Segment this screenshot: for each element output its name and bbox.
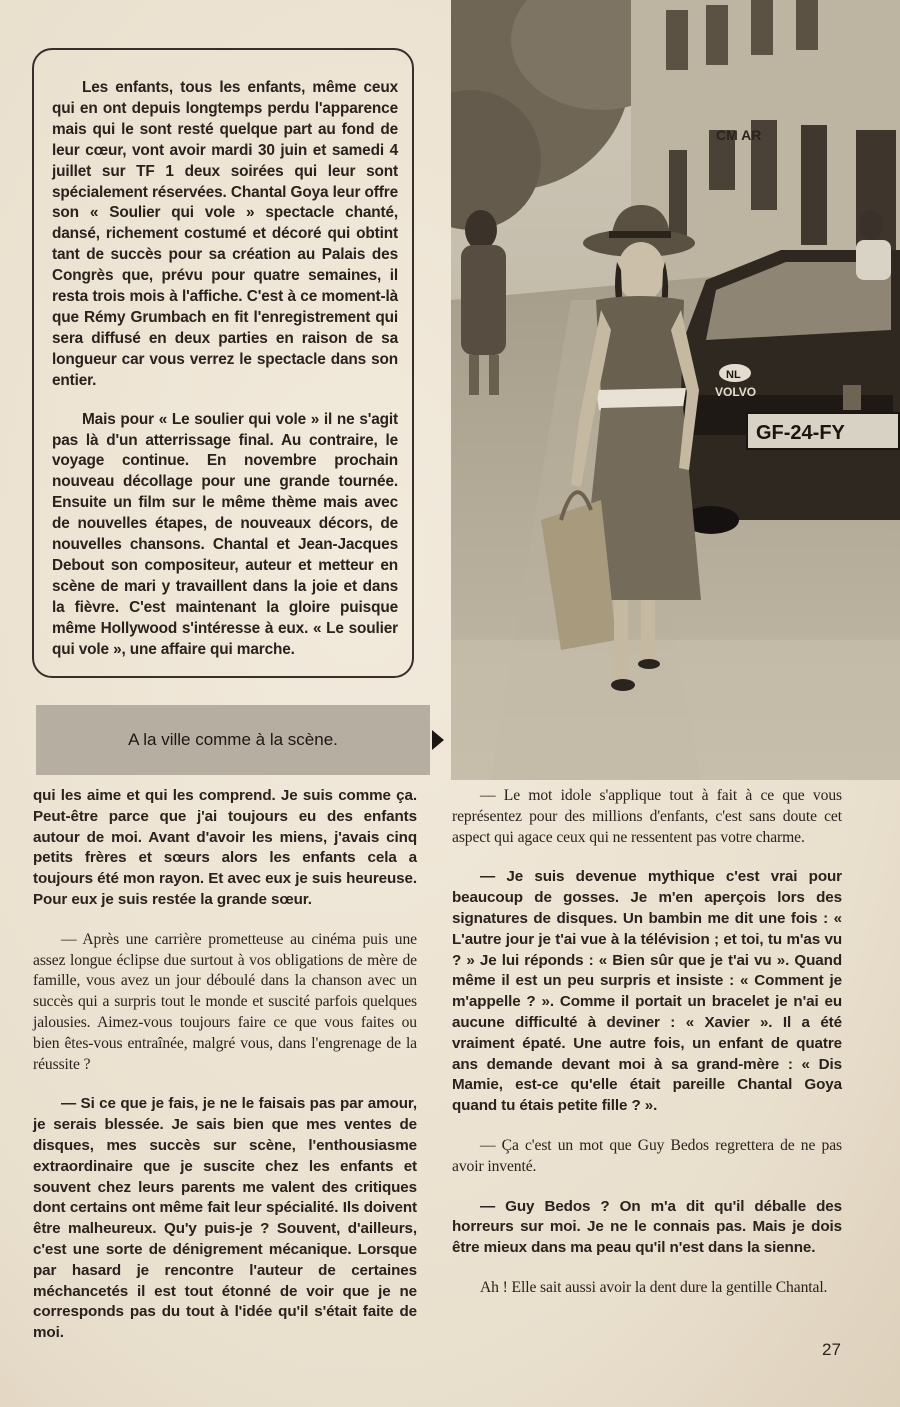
street-photo-illustration <box>451 0 900 780</box>
intro-paragraph-1: Les enfants, tous les enfants, même ceux qui en ont depuis longtemps perdu l'apparence mais qui le sont resté quelque part au fond de leur cœur, vont avoir mardi 30 juin et samedi 4 juillet sur TF 1 deux soirées qui leur sont spécialement réservées. Chantal Goya leur offre son « Soulier qui vole » spectacle chanté, dansé, richement costumé et décoré qui obtint tant de succès pour sa création au Palais des Congrès que, prévu pour quatre semaines, il resta trois mois à l'affiche. C'est à ce moment-là que Rémy Grumbach en fit l'enregistrement qui sera diffusé en deux parties en raison de sa longueur car vous verrez le spectacle dans son entier. <box>52 79 398 389</box>
caption-arrow-icon <box>432 730 444 750</box>
answer-paragraph: — Je suis devenue mythique c'est vrai pour beaucoup de gosses. Je m'en aperçois lors des signatures de disques. Un bambin me dit une fois : « L'autre jour je t'ai vue à la télévision ; et toi, tu m'as vu ? » Je lui réponds : « Bien sûr que je t'ai vu ». Quand même il est un peu surpris et insiste : « Comment je m'appelle ? ». Comme il portait un bracelet je n'ai eu aucune difficulté à deviner : « Xavier ». Il a été vraiment épaté. Une autre fois, un enfant de quatre ans demande devant moi à sa grand-mère : « Dis Mamie, est-ce qu'elle était pareille Chantal Goya quand tu étais petite fille ? ». <box>452 868 842 1115</box>
answer-paragraph: — Si ce que je fais, je ne le faisais pas par amour, je serais blessée. Je sais bien que mes ventes de disques, mes succès sur scène, l'enthousiasme extraordinaire que je suscite chez les enfants et souvent chez leurs parents me valent des critiques dont certains ont même fait leur spécialité. Ils doivent être malheureux. Qu'y puis-je ? Souvent, d'ailleurs, c'est une sorte de dénigrement mécanique. Lorsque par hasard je rencontre l'auteur de certaines méchancetés il est tout étonné de voir que je ne corresponds pas du tout à l'idée qu'il s'était faite de moi. <box>33 1095 417 1342</box>
dress-top <box>596 296 684 395</box>
nl-badge: NL <box>726 369 741 381</box>
article-column-left <box>33 786 417 1363</box>
question-paragraph: — Après une carrière prometteuse au cinéma puis une assez longue éclipse due surtout à vos obligations de mère de famille, vous avez un jour déboulé dans la chanson avec un succès qui a surpris tout le monde et suscité parfois quelques jalousies. Aimez-vous toujours faire ce que vous faites ou bien êtes-vous entraînée, malgré vous, dans l'engrenage de la réussite ? <box>33 930 417 1073</box>
street-photo <box>451 0 900 780</box>
intro-box <box>32 48 414 678</box>
car-brand: VOLVO <box>715 385 757 399</box>
closing-paragraph: Ah ! Elle sait aussi avoir la dent dure la gentille Chantal. <box>480 1278 828 1296</box>
license-plate-text: GF-24-FY <box>756 422 845 444</box>
answer-paragraph: — Guy Bedos ? On m'a dit qu'il déballe des horreurs sur moi. Je ne le connais pas. Mais je dois être mieux dans ma peau qu'il n'est dans la sienne. <box>452 1197 842 1257</box>
question-paragraph: — Ça c'est un mot que Guy Bedos regrettera de ne pas avoir inventé. <box>452 1136 842 1175</box>
answer-paragraph: qui les aime et qui les comprend. Je suis comme ça. Peut-être parce que j'ai toujours eu des enfants autour de moi. Avant d'avoir les miens, j'avais cinq petits frères et sœurs alors les enfants cela a toujours été mon rayon. Et avec eux je suis heureuse. Pour eux je suis restée la grande sœur. <box>33 787 417 908</box>
intro-paragraph-2: Mais pour « Le soulier qui vole » il ne s'agit pas là d'un atterrissage final. Au contraire, le voyage continue. En novembre prochain nouveau décollage pour une grande tournée. Ensuite un film sur le même thème mais avec de nouvelles étapes, de nouveaux décors, de nouvelles chansons. Chantal et Jean-Jacques Debout son compositeur, auteur et metteur en scène de mari y travaillent dans la joie et dans la fièvre. C'est maintenant la gloire puisque même Hollywood s'intéresse à eux. « Le soulier qui vole », une affaire qui marche. <box>52 410 398 658</box>
shop-sign: CM AR <box>716 127 762 143</box>
page-number: 27 <box>822 1340 841 1359</box>
photo-caption: A la ville comme à la scène. <box>36 705 430 775</box>
article-column-right <box>452 786 842 1318</box>
question-paragraph: — Le mot idole s'applique tout à fait à ce que vous représentez pour des millions d'enfants, c'est sans doute cet aspect qui agace ceux qui ne ressentent pas votre charme. <box>452 787 842 846</box>
